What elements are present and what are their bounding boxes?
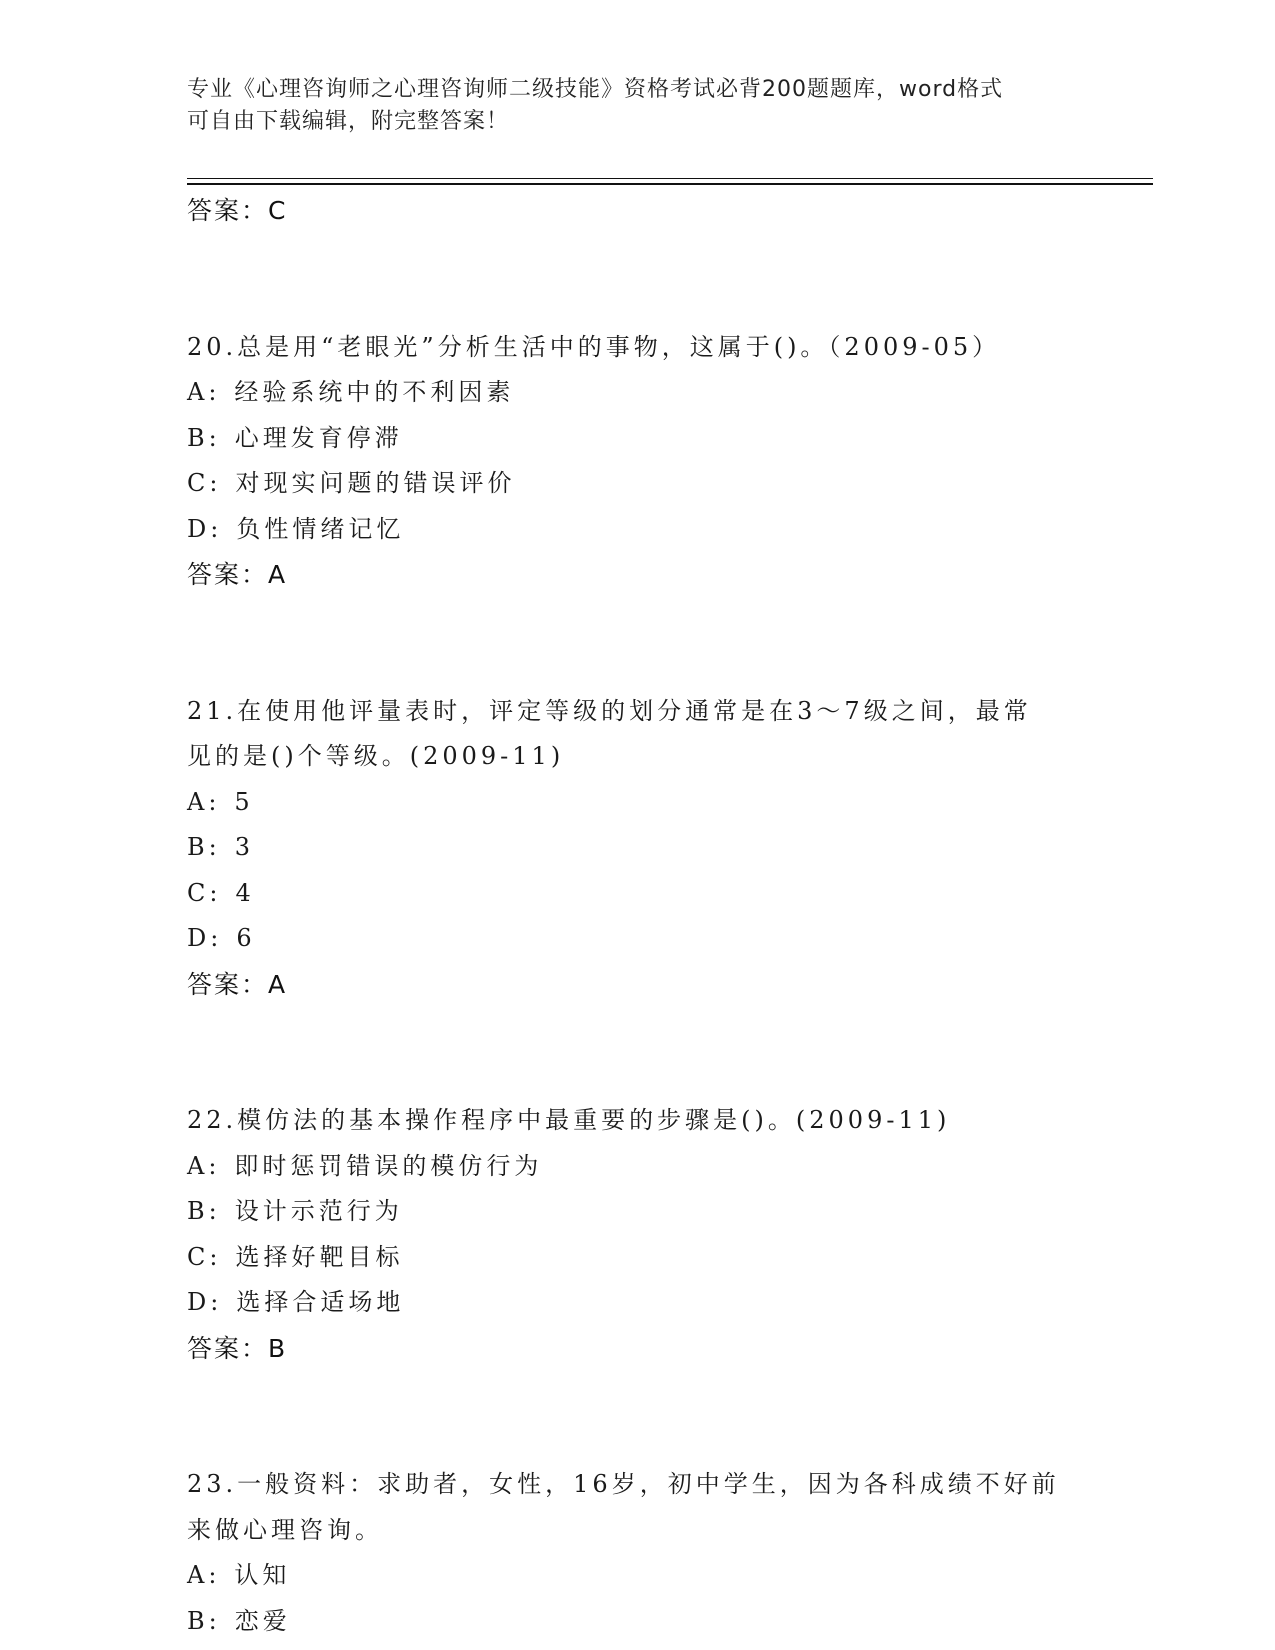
question-stem: 23.一般资料：求助者，女性，16岁，初中学生，因为各科成绩不好前 [187, 1470, 1060, 1498]
question-stem: 21.在使用他评量表时，评定等级的划分通常是在3～7级之间，最常 [187, 696, 1032, 725]
option-item [187, 416, 1087, 462]
option-item [187, 370, 1087, 416]
option-key: A: [187, 1151, 221, 1180]
option-item [187, 871, 1087, 917]
answer-line: 答案：A [187, 969, 288, 999]
option-item [187, 916, 1087, 962]
spacer [187, 598, 1087, 689]
option-text: 认知 [234, 1561, 291, 1589]
question-block [187, 325, 1087, 598]
option-key: C: [187, 878, 222, 907]
option-item [187, 1144, 1087, 1190]
option-item [187, 780, 1087, 826]
option-key: A: [187, 378, 221, 406]
answer-line: 答案：A [187, 560, 288, 589]
option-text: 对现实问题的错误评价 [235, 469, 516, 497]
answer-line: 答案：C [187, 196, 288, 225]
document-header [187, 74, 1087, 138]
header-line-2: 可自由下载编辑，附完整答案！ [187, 109, 510, 134]
option-key: B: [187, 833, 221, 861]
option-text: 恋爱 [234, 1606, 291, 1635]
option-item [187, 1235, 1087, 1281]
option-text: 6 [236, 924, 256, 952]
option-text: 心理发育停滞 [234, 423, 403, 452]
option-item [187, 825, 1087, 871]
header-line-1: 专业《心理咨询师之心理咨询师二级技能》资格考试必背200题题库，word格式 [187, 77, 1004, 102]
question-block [187, 1098, 1087, 1371]
option-key: D: [187, 924, 223, 952]
option-key: C: [187, 1242, 222, 1271]
question-block [187, 689, 1087, 1008]
option-item [187, 1189, 1087, 1235]
option-key: A: [187, 1561, 221, 1589]
option-key: D: [187, 1288, 223, 1316]
option-key: D: [187, 514, 223, 543]
option-item [187, 461, 1087, 507]
option-text: 经验系统中的不利因素 [234, 378, 515, 406]
spacer [187, 1371, 1087, 1462]
question-block [187, 1462, 1087, 1644]
option-text: 负性情绪记忆 [236, 514, 405, 543]
option-item [187, 1599, 1087, 1645]
option-text: 3 [234, 833, 255, 861]
option-text: 选择好靶目标 [235, 1242, 404, 1271]
option-text: 5 [234, 787, 254, 816]
option-key: B: [187, 423, 221, 452]
spacer [187, 234, 1087, 325]
question-stem: 见的是()个等级。(2009-11) [187, 742, 565, 770]
header-divider-thick [187, 183, 1153, 185]
option-key: A: [187, 787, 221, 816]
question-list [187, 188, 1087, 1644]
question-stem: 来做心理咨询。 [187, 1515, 383, 1544]
question-stem: 22.模仿法的基本操作程序中最重要的步骤是()。(2009-11) [187, 1106, 951, 1134]
option-item [187, 1553, 1087, 1599]
header-divider-thin [187, 178, 1153, 179]
answer-line: 答案：B [187, 1333, 288, 1363]
option-key: B: [187, 1197, 221, 1225]
option-item [187, 507, 1087, 553]
option-text: 选择合适场地 [236, 1288, 405, 1316]
option-key: B: [187, 1606, 221, 1635]
option-text: 设计示范行为 [234, 1197, 403, 1225]
spacer [187, 1007, 1087, 1098]
question-stem: 20.总是用“老眼光”分析生活中的事物，这属于()。（2009-05） [187, 332, 1001, 361]
option-text: 4 [235, 878, 255, 907]
option-key: C: [187, 469, 222, 497]
option-text: 即时惩罚错误的模仿行为 [234, 1151, 543, 1180]
option-item [187, 1280, 1087, 1326]
